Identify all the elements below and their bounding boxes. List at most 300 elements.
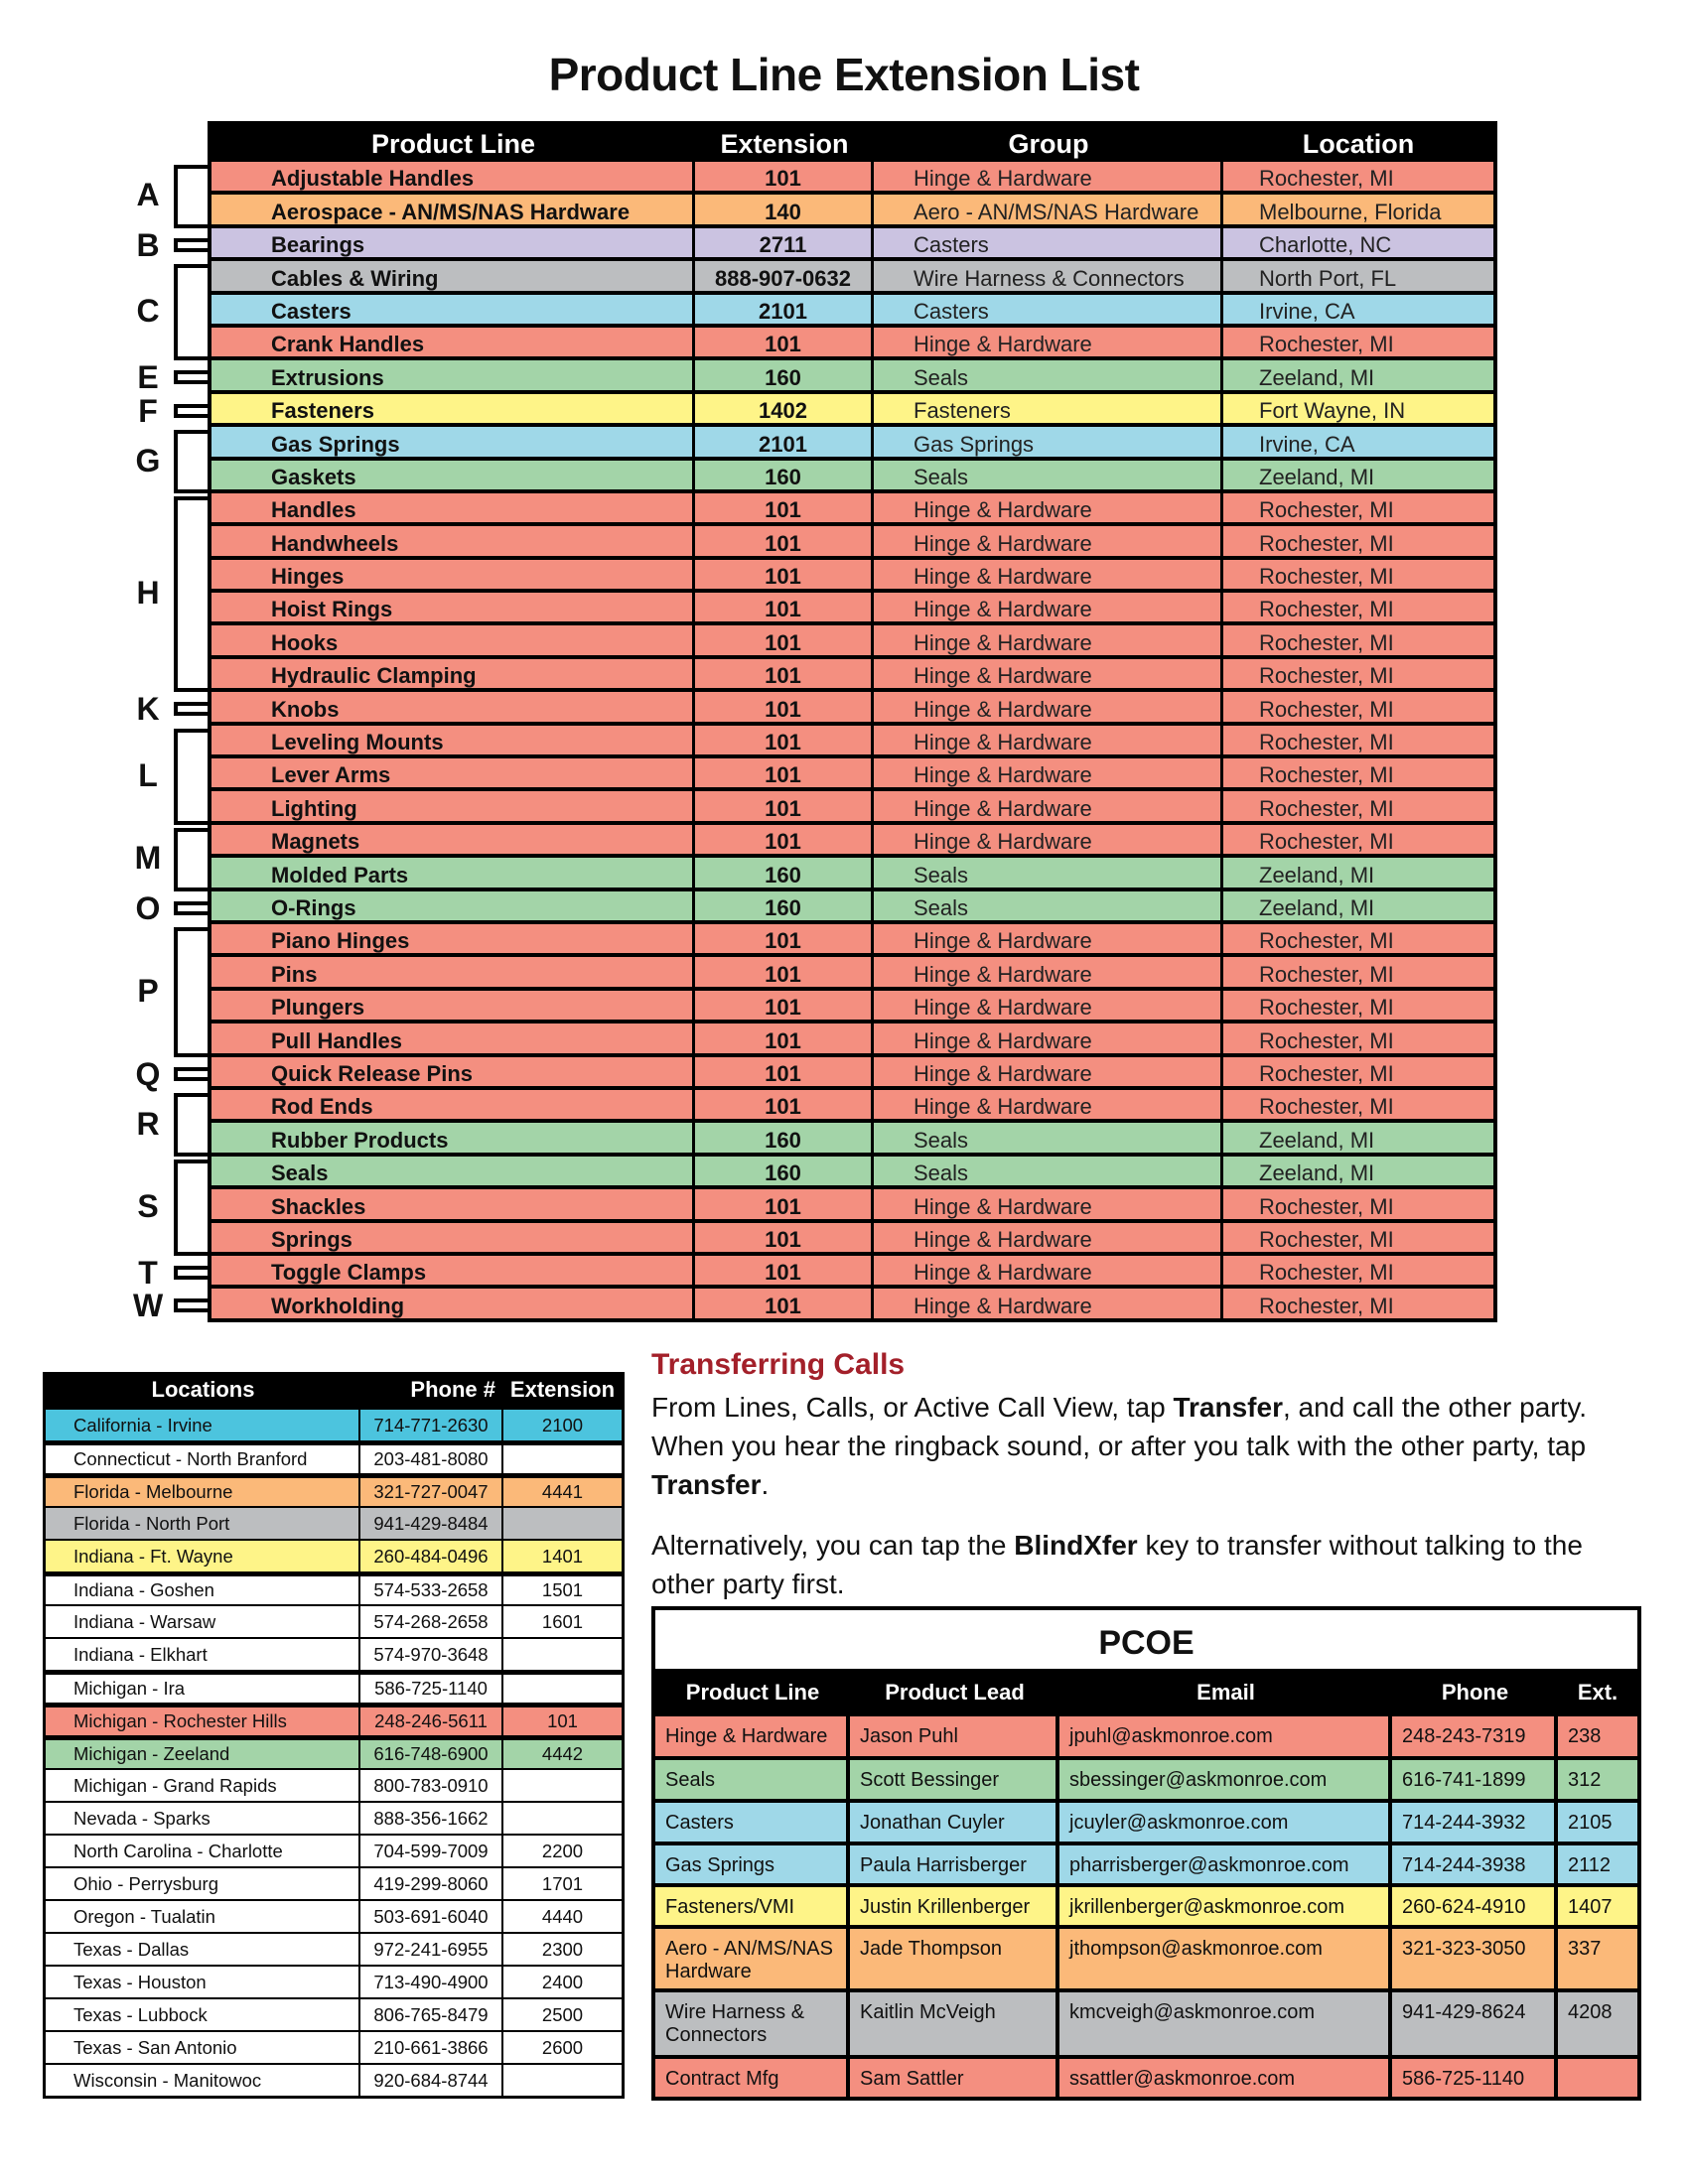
- index-letter-c: C: [136, 293, 160, 330]
- location-cell: Zeeland, MI: [1223, 1157, 1493, 1185]
- extension-cell: [503, 1770, 622, 1801]
- table-row: [46, 1703, 622, 1735]
- index-bracket-e: [174, 370, 208, 384]
- location-cell: Rochester, MI: [1223, 493, 1493, 522]
- group-cell: Wire Harness & Connectors: [874, 261, 1223, 290]
- extension-cell: 101: [695, 957, 874, 986]
- phone-cell: 586-725-1140: [360, 1675, 503, 1703]
- index-letter-a: A: [136, 177, 160, 213]
- product-line-cell: Shackles: [211, 1189, 695, 1218]
- group-cell: Casters: [874, 228, 1223, 257]
- pcoe-lead-cell: Kaitlin McVeigh: [850, 1992, 1059, 2055]
- table-row: [46, 2030, 622, 2063]
- extension-cell: 101: [695, 1289, 874, 1317]
- group-cell: Seals: [874, 858, 1223, 887]
- product-line-cell: Crank Handles: [211, 328, 695, 356]
- extension-cell: [503, 1508, 622, 1539]
- group-cell: Hinge & Hardware: [874, 162, 1223, 191]
- location-name-cell: Oregon - Tualatin: [46, 1901, 360, 1932]
- index-bracket-c: [174, 264, 208, 360]
- pcoe-phone-cell: 941-429-8624: [1392, 1992, 1558, 2055]
- header-extension: Extension: [720, 129, 849, 159]
- location-cell: Rochester, MI: [1223, 1189, 1493, 1218]
- extension-cell: 101: [695, 593, 874, 621]
- index-letter-o: O: [135, 889, 161, 926]
- phone-cell: 920-684-8744: [360, 2065, 503, 2096]
- index-letter-t: T: [138, 1254, 158, 1291]
- extension-cell: 101: [695, 991, 874, 1020]
- group-cell: Hinge & Hardware: [874, 758, 1223, 787]
- phone-cell: 888-356-1662: [360, 1803, 503, 1834]
- location-cell: Zeeland, MI: [1223, 891, 1493, 920]
- location-cell: Rochester, MI: [1223, 924, 1493, 953]
- table-row: [46, 1899, 622, 1932]
- product-line-cell: Molded Parts: [211, 858, 695, 887]
- index-letter-g: G: [135, 442, 161, 478]
- extension-cell: 160: [695, 858, 874, 887]
- header-phone: Phone: [1441, 1680, 1509, 1705]
- pcoe-ext-cell: 2105: [1558, 1803, 1637, 1842]
- location-cell: Rochester, MI: [1223, 162, 1493, 191]
- phone-cell: 419-299-8060: [360, 1868, 503, 1899]
- header-phone: Phone #: [410, 1377, 495, 1402]
- group-cell: Hinge & Hardware: [874, 1090, 1223, 1119]
- group-cell: Hinge & Hardware: [874, 1256, 1223, 1285]
- location-name-cell: Michigan - Grand Rapids: [46, 1770, 360, 1801]
- extension-cell: 101: [695, 1189, 874, 1218]
- extension-cell: 2101: [695, 295, 874, 324]
- pcoe-lead-cell: Jonathan Cuyler: [850, 1803, 1059, 1842]
- pcoe-table: [651, 1606, 1641, 2101]
- product-line-cell: Quick Release Pins: [211, 1057, 695, 1086]
- product-line-cell: Gas Springs: [211, 427, 695, 456]
- phone-cell: 574-533-2658: [360, 1576, 503, 1604]
- index-letter-p: P: [137, 973, 159, 1009]
- header-ext: Ext.: [1577, 1680, 1618, 1705]
- location-name-cell: Texas - Houston: [46, 1967, 360, 1997]
- location-cell: Rochester, MI: [1223, 328, 1493, 356]
- location-cell: Rochester, MI: [1223, 1256, 1493, 1285]
- group-cell: Seals: [874, 1123, 1223, 1152]
- location-cell: Rochester, MI: [1223, 1057, 1493, 1086]
- table-row: [211, 758, 1493, 787]
- table-row: [211, 195, 1493, 223]
- location-name-cell: Texas - Dallas: [46, 1934, 360, 1965]
- phone-cell: 800-783-0910: [360, 1770, 503, 1801]
- table-row: [211, 1256, 1493, 1285]
- index-bracket-t: [174, 1266, 208, 1280]
- pcoe-product-line-cell: Seals: [655, 1760, 850, 1799]
- phone-cell: 574-268-2658: [360, 1606, 503, 1637]
- extension-cell: [503, 1803, 622, 1834]
- pcoe-lead-cell: Jade Thompson: [850, 1929, 1059, 1988]
- table-row: [46, 1408, 622, 1440]
- phone-cell: 713-490-4900: [360, 1967, 503, 1997]
- index-letter-h: H: [136, 575, 160, 612]
- table-row: [46, 1506, 622, 1539]
- phone-cell: 503-691-6040: [360, 1901, 503, 1932]
- extension-cell: 4441: [541, 1481, 584, 1502]
- product-line-cell: Pull Handles: [211, 1024, 695, 1052]
- extension-cell: 101: [695, 659, 874, 688]
- index-letter-k: K: [136, 691, 160, 728]
- extension-cell: 101: [695, 1024, 874, 1052]
- product-line-cell: Workholding: [211, 1289, 695, 1317]
- table-row: [211, 461, 1493, 489]
- table-row: [46, 1768, 622, 1801]
- index-letter-q: Q: [135, 1055, 161, 1092]
- location-cell: Rochester, MI: [1223, 1024, 1493, 1052]
- table-row: [46, 1965, 622, 1997]
- table-row: [655, 1760, 1637, 1799]
- extension-cell: [503, 1445, 622, 1473]
- index-letter-s: S: [137, 1188, 159, 1225]
- table-row: [211, 625, 1493, 654]
- pcoe-email-cell: jcuyler@askmonroe.com: [1059, 1803, 1392, 1842]
- location-name-cell: Michigan - Rochester Hills: [46, 1707, 360, 1735]
- index-bracket-p: [174, 927, 208, 1057]
- table-row: [655, 1845, 1637, 1883]
- pcoe-email-cell: ssattler@askmonroe.com: [1059, 2059, 1392, 2097]
- extension-cell: 101: [695, 825, 874, 854]
- extension-cell: 101: [695, 625, 874, 654]
- location-cell: North Port, FL: [1223, 261, 1493, 290]
- extension-cell: 101: [547, 1710, 578, 1731]
- extension-cell: 101: [695, 758, 874, 787]
- bold-keyword: Transfer: [651, 1469, 762, 1500]
- table-row: [211, 560, 1493, 589]
- group-cell: Seals: [874, 891, 1223, 920]
- index-bracket-q: [174, 1067, 208, 1081]
- location-name-cell: Michigan - Zeeland: [46, 1740, 360, 1768]
- extension-cell: 2300: [541, 1938, 584, 1960]
- table-row: [211, 1157, 1493, 1185]
- text-run: key to transfer without talking to the other party first.: [651, 1530, 1583, 1599]
- pcoe-phone-cell: 248-243-7319: [1392, 1716, 1558, 1756]
- index-letter-l: L: [138, 756, 158, 793]
- phone-cell: 248-246-5611: [360, 1707, 503, 1735]
- pcoe-lead-cell: Sam Sattler: [850, 2059, 1059, 2097]
- text-run: From Lines, Calls, or Active Call View, tap: [651, 1392, 1174, 1423]
- pcoe-phone-cell: 714-244-3938: [1392, 1845, 1558, 1883]
- table-row: [46, 1604, 622, 1637]
- table-row: [211, 1057, 1493, 1086]
- group-cell: Hinge & Hardware: [874, 1223, 1223, 1252]
- product-line-cell: Lever Arms: [211, 758, 695, 787]
- product-line-cell: Toggle Clamps: [211, 1256, 695, 1285]
- table-row: [46, 1670, 622, 1703]
- product-line-cell: Pins: [211, 957, 695, 986]
- location-cell: Irvine, CA: [1223, 427, 1493, 456]
- table-row: [46, 1440, 622, 1473]
- text-run: Alternatively, you can tap the: [651, 1530, 1015, 1561]
- phone-cell: 574-970-3648: [360, 1639, 503, 1670]
- table-header: [211, 121, 1493, 162]
- group-cell: Seals: [874, 1157, 1223, 1185]
- page-title: Product Line Extension List: [548, 49, 1140, 100]
- extension-cell: 1501: [541, 1579, 584, 1600]
- bold-keyword: BlindXfer: [1014, 1530, 1138, 1561]
- locations-header: [46, 1372, 622, 1408]
- location-name-cell: Indiana - Ft. Wayne: [46, 1541, 360, 1571]
- location-cell: Irvine, CA: [1223, 295, 1493, 324]
- header-product-lead: Product Lead: [885, 1680, 1025, 1705]
- table-row: [211, 957, 1493, 986]
- table-row: [655, 1992, 1637, 2055]
- table-row: [211, 593, 1493, 621]
- extension-cell: 101: [695, 726, 874, 754]
- location-cell: Melbourne, Florida: [1223, 195, 1493, 223]
- extension-cell: 101: [695, 526, 874, 555]
- phone-cell: 203-481-8080: [360, 1445, 503, 1473]
- group-cell: Hinge & Hardware: [874, 726, 1223, 754]
- extension-cell: 4442: [541, 1743, 584, 1764]
- product-line-cell: Fasteners: [211, 394, 695, 423]
- location-name-cell: Ohio - Perrysburg: [46, 1868, 360, 1899]
- table-row: [655, 2059, 1637, 2097]
- header-locations: Locations: [151, 1377, 255, 1402]
- table-row: [211, 295, 1493, 324]
- table-row: [211, 1289, 1493, 1317]
- index-bracket-h: [174, 496, 208, 692]
- pcoe-lead-cell: Justin Krillenberger: [850, 1887, 1059, 1925]
- extension-cell: [503, 2065, 622, 2096]
- phone-cell: 806-765-8479: [360, 1999, 503, 2030]
- group-cell: Hinge & Hardware: [874, 791, 1223, 820]
- group-cell: Aero - AN/MS/NAS Hardware: [874, 195, 1223, 223]
- product-line-cell: Handwheels: [211, 526, 695, 555]
- pcoe-email-cell: jthompson@askmonroe.com: [1059, 1929, 1392, 1988]
- phone-cell: 616-748-6900: [360, 1740, 503, 1768]
- index-letter-b: B: [136, 226, 160, 263]
- table-row: [211, 659, 1493, 688]
- index-bracket-r: [174, 1093, 208, 1157]
- table-row: [46, 2063, 622, 2096]
- pcoe-ext-cell: 1407: [1558, 1887, 1637, 1925]
- product-line-cell: Gaskets: [211, 461, 695, 489]
- pcoe-ext-cell: 312: [1558, 1760, 1637, 1799]
- table-row: [46, 1735, 622, 1768]
- group-cell: Hinge & Hardware: [874, 924, 1223, 953]
- group-cell: Fasteners: [874, 394, 1223, 423]
- text-run: , and call the other party. When you hear the ringback sound, or after you talk with the other party, tap: [651, 1392, 1588, 1461]
- extension-cell: 160: [695, 461, 874, 489]
- location-cell: Zeeland, MI: [1223, 1123, 1493, 1152]
- location-cell: Rochester, MI: [1223, 1090, 1493, 1119]
- table-row: [655, 1887, 1637, 1925]
- bold-keyword: Transfer: [1173, 1392, 1283, 1423]
- pcoe-phone-cell: 260-624-4910: [1392, 1887, 1558, 1925]
- group-cell: Hinge & Hardware: [874, 957, 1223, 986]
- table-row: [46, 1932, 622, 1965]
- product-line-cell: Magnets: [211, 825, 695, 854]
- location-cell: Rochester, MI: [1223, 659, 1493, 688]
- extension-cell: [503, 1639, 622, 1670]
- location-name-cell: Texas - Lubbock: [46, 1999, 360, 2030]
- group-cell: Gas Springs: [874, 427, 1223, 456]
- location-cell: Rochester, MI: [1223, 957, 1493, 986]
- table-row: [211, 261, 1493, 290]
- location-cell: Rochester, MI: [1223, 593, 1493, 621]
- index-bracket-k: [174, 702, 208, 716]
- pcoe-phone-cell: 321-323-3050: [1392, 1929, 1558, 1988]
- extension-cell: 2200: [541, 1840, 584, 1861]
- index-letter-r: R: [136, 1105, 160, 1142]
- product-line-cell: Springs: [211, 1223, 695, 1252]
- product-line-cell: Lighting: [211, 791, 695, 820]
- extension-cell: 160: [695, 360, 874, 389]
- table-row: [46, 1801, 622, 1834]
- pcoe-email-cell: pharrisberger@askmonroe.com: [1059, 1845, 1392, 1883]
- pcoe-product-line-cell: Aero - AN/MS/NAS Hardware: [655, 1929, 850, 1988]
- table-row: [211, 692, 1493, 721]
- location-name-cell: Wisconsin - Manitowoc: [46, 2065, 360, 2096]
- group-cell: Hinge & Hardware: [874, 991, 1223, 1020]
- product-line-cell: Hoist Rings: [211, 593, 695, 621]
- table-row: [46, 1866, 622, 1899]
- index-letter-w: W: [133, 1288, 164, 1324]
- product-line-cell: Hinges: [211, 560, 695, 589]
- group-cell: Hinge & Hardware: [874, 692, 1223, 721]
- product-line-cell: Seals: [211, 1157, 695, 1185]
- product-line-cell: Casters: [211, 295, 695, 324]
- pcoe-lead-cell: Paula Harrisberger: [850, 1845, 1059, 1883]
- group-cell: Hinge & Hardware: [874, 1057, 1223, 1086]
- location-name-cell: Indiana - Elkhart: [46, 1639, 360, 1670]
- product-line-cell: Aerospace - AN/MS/NAS Hardware: [211, 195, 695, 223]
- pcoe-lead-cell: Scott Bessinger: [850, 1760, 1059, 1799]
- table-row: [46, 1834, 622, 1866]
- group-cell: Hinge & Hardware: [874, 593, 1223, 621]
- extension-cell: 4440: [541, 1905, 584, 1927]
- index-bracket-s: [174, 1160, 208, 1256]
- extension-cell: 101: [695, 1223, 874, 1252]
- location-name-cell: Florida - North Port: [46, 1508, 360, 1539]
- pcoe-product-line-cell: Hinge & Hardware: [655, 1716, 850, 1756]
- location-cell: Rochester, MI: [1223, 758, 1493, 787]
- pcoe-email-cell: sbessinger@askmonroe.com: [1059, 1760, 1392, 1799]
- index-bracket-l: [174, 729, 208, 825]
- extension-cell: 101: [695, 791, 874, 820]
- product-line-cell: Rod Ends: [211, 1090, 695, 1119]
- table-row: [211, 360, 1493, 389]
- location-cell: Rochester, MI: [1223, 1223, 1493, 1252]
- phone-cell: 260-484-0496: [360, 1541, 503, 1571]
- location-cell: Charlotte, NC: [1223, 228, 1493, 257]
- table-row: [655, 1803, 1637, 1842]
- pcoe-ext-cell: 4208: [1558, 1992, 1637, 2055]
- location-cell: Zeeland, MI: [1223, 360, 1493, 389]
- pcoe-product-line-cell: Casters: [655, 1803, 850, 1842]
- pcoe-product-line-cell: Fasteners/VMI: [655, 1887, 850, 1925]
- location-cell: Zeeland, MI: [1223, 858, 1493, 887]
- table-row: [46, 1473, 622, 1506]
- table-row: [211, 427, 1493, 456]
- location-cell: Rochester, MI: [1223, 726, 1493, 754]
- location-name-cell: Michigan - Ira: [46, 1675, 360, 1703]
- header-extension: Extension: [509, 1377, 616, 1402]
- extension-cell: [503, 1675, 622, 1703]
- product-line-cell: Hooks: [211, 625, 695, 654]
- pcoe-product-line-cell: Wire Harness & Connectors: [655, 1992, 850, 2055]
- extension-cell: 101: [695, 493, 874, 522]
- phone-cell: 704-599-7009: [360, 1836, 503, 1866]
- table-row: [211, 858, 1493, 887]
- pcoe-product-line-cell: Gas Springs: [655, 1845, 850, 1883]
- location-cell: Fort Wayne, IN: [1223, 394, 1493, 423]
- phone-cell: 972-241-6955: [360, 1934, 503, 1965]
- index-bracket-a: [174, 165, 208, 228]
- text-run: .: [761, 1469, 770, 1500]
- header-product-line: Product Line: [685, 1680, 820, 1705]
- pcoe-email-cell: jkrillenberger@askmonroe.com: [1059, 1887, 1392, 1925]
- table-row: [211, 1223, 1493, 1252]
- extension-cell: 101: [695, 328, 874, 356]
- product-line-cell: Handles: [211, 493, 695, 522]
- pcoe-email-cell: kmcveigh@askmonroe.com: [1059, 1992, 1392, 2055]
- location-cell: Rochester, MI: [1223, 625, 1493, 654]
- transferring-calls-paragraph-1: [651, 1388, 1644, 1504]
- extension-cell: 101: [695, 560, 874, 589]
- product-line-cell: Cables & Wiring: [211, 261, 695, 290]
- extension-cell: 2400: [541, 1971, 584, 1992]
- group-cell: Hinge & Hardware: [874, 526, 1223, 555]
- table-row: [211, 394, 1493, 423]
- group-cell: Hinge & Hardware: [874, 625, 1223, 654]
- extension-cell: 1601: [541, 1610, 584, 1632]
- extension-cell: 101: [695, 692, 874, 721]
- table-row: [211, 1123, 1493, 1152]
- location-name-cell: Indiana - Warsaw: [46, 1606, 360, 1637]
- extension-cell: 2100: [541, 1414, 584, 1435]
- location-cell: Rochester, MI: [1223, 560, 1493, 589]
- extension-cell: 2600: [541, 2036, 584, 2058]
- extension-cell: 1701: [541, 1872, 584, 1894]
- product-line-cell: Piano Hinges: [211, 924, 695, 953]
- table-row: [211, 791, 1493, 820]
- table-row: [655, 1716, 1637, 1756]
- group-cell: Hinge & Hardware: [874, 1189, 1223, 1218]
- extension-cell: 101: [695, 924, 874, 953]
- table-row: [46, 1997, 622, 2030]
- pcoe-lead-cell: Jason Puhl: [850, 1716, 1059, 1756]
- product-line-cell: Extrusions: [211, 360, 695, 389]
- location-cell: Zeeland, MI: [1223, 461, 1493, 489]
- table-row: [211, 1189, 1493, 1218]
- product-line-cell: Knobs: [211, 692, 695, 721]
- extension-cell: 101: [695, 162, 874, 191]
- extension-cell: 101: [695, 1057, 874, 1086]
- extension-cell: 2101: [695, 427, 874, 456]
- location-cell: Rochester, MI: [1223, 791, 1493, 820]
- product-line-cell: Bearings: [211, 228, 695, 257]
- location-cell: Rochester, MI: [1223, 526, 1493, 555]
- product-line-table: [208, 121, 1497, 1322]
- extension-cell: 101: [695, 1256, 874, 1285]
- product-line-cell: Rubber Products: [211, 1123, 695, 1152]
- pcoe-ext-cell: 2112: [1558, 1845, 1637, 1883]
- table-row: [211, 825, 1493, 854]
- extension-cell: 2711: [695, 228, 874, 257]
- location-name-cell: Indiana - Goshen: [46, 1576, 360, 1604]
- group-cell: Seals: [874, 461, 1223, 489]
- transferring-calls-paragraph-2: [651, 1526, 1644, 1603]
- table-row: [46, 1571, 622, 1604]
- locations-table: [43, 1372, 625, 2099]
- table-row: [211, 493, 1493, 522]
- extension-cell: 101: [695, 1090, 874, 1119]
- extension-cell: 1402: [695, 394, 874, 423]
